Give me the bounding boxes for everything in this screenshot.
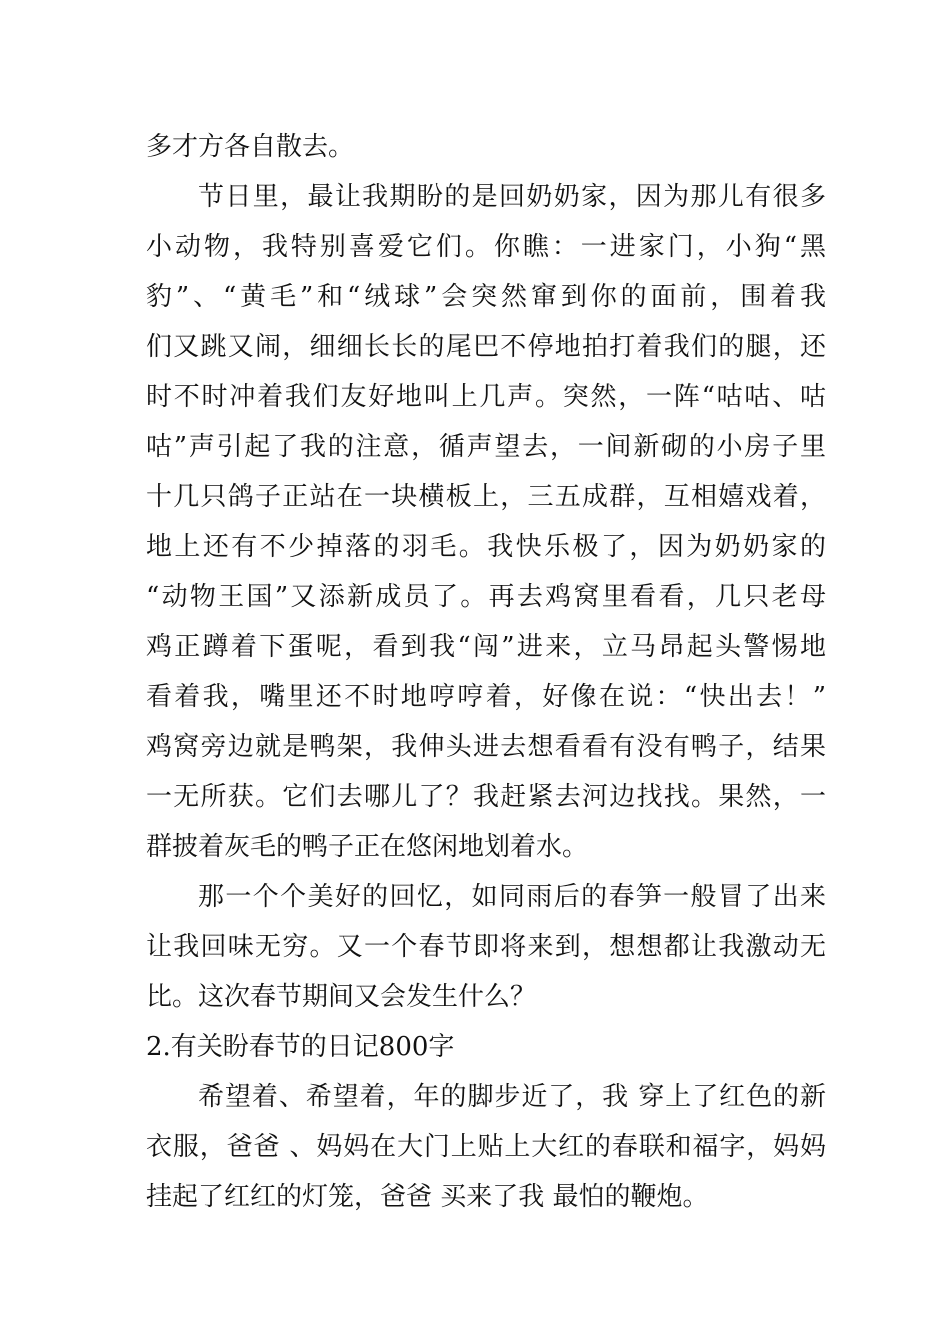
text-line: 咕”声引起了我的注意，循声望去，一间新砌的小房子里 [146, 432, 826, 462]
section-heading: 2.有关盼春节的日记800字 [146, 1032, 455, 1062]
text-line: 时不时冲着我们友好地叫上几声。突然，一阵“咕咕、咕 [146, 382, 826, 412]
text-line: 让我回味无穷。又一个春节即将来到，想想都让我激动无 [146, 932, 826, 962]
text-line: 节日里，最让我期盼的是回奶奶家，因为那儿有很多 [198, 182, 826, 212]
text-line: 们又跳又闹，细细长长的尾巴不停地拍打着我们的腿，还 [146, 332, 826, 362]
text-line: 一无所获。它们去哪儿了？我赶紧去河边找找。果然，一 [146, 782, 826, 812]
text-line: 十几只鸽子正站在一块横板上，三五成群，互相嬉戏着， [146, 482, 826, 512]
text-line: 小动物，我特别喜爱它们。你瞧：一进家门，小狗“黑 [146, 232, 826, 262]
text-line: 看着我，嘴里还不时地哼哼着，好像在说：“快出去！” [146, 682, 826, 712]
text-line: 豹”、“黄毛”和“绒球”会突然窜到你的面前，围着我 [146, 282, 826, 312]
text-line: 那一个个美好的回忆，如同雨后的春笋一般冒了出来 [198, 882, 826, 912]
text-line: 多才方各自散去。 [146, 132, 355, 162]
text-line: 群披着灰毛的鸭子正在悠闲地划着水。 [146, 832, 589, 862]
text-line: 挂起了红红的灯笼，爸爸 买来了我 最怕的鞭炮。 [146, 1182, 709, 1212]
text-line: 希望着、希望着，年的脚步近了，我 穿上了红色的新 [198, 1082, 826, 1112]
text-line: 比。这次春节期间又会发生什么？ [146, 982, 537, 1012]
text-line: 衣服，爸爸 、妈妈在大门上贴上大红的春联和福字，妈妈 [146, 1132, 826, 1162]
text-line: 鸡窝旁边就是鸭架，我伸头进去想看看有没有鸭子，结果 [146, 732, 826, 762]
text-line: 地上还有不少掉落的羽毛。我快乐极了，因为奶奶家的 [146, 532, 826, 562]
text-line: “动物王国”又添新成员了。再去鸡窝里看看，几只老母 [146, 582, 826, 612]
text-line: 鸡正蹲着下蛋呢，看到我“闯”进来，立马昂起头警惕地 [146, 632, 826, 662]
